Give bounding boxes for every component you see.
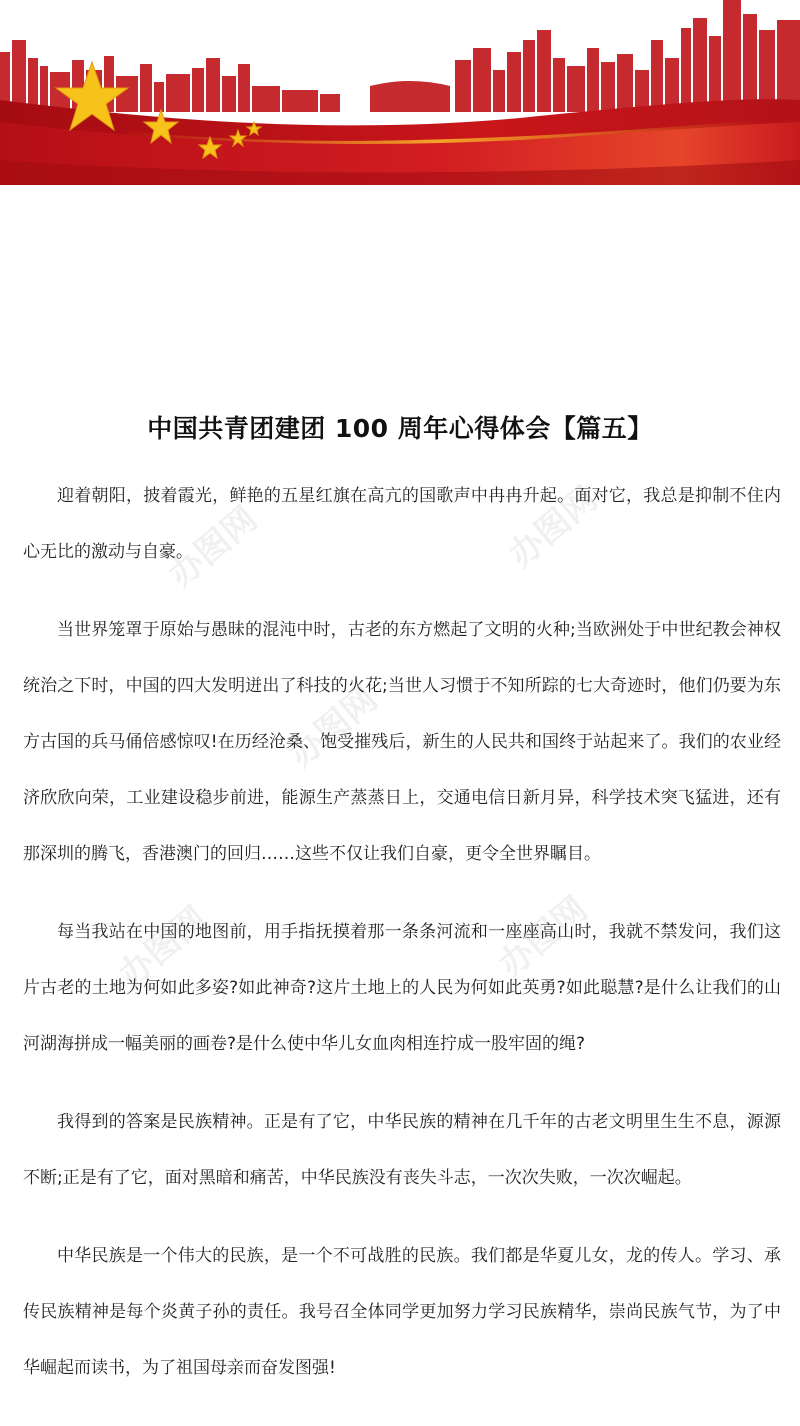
watermark: 办图网	[491, 889, 596, 986]
article-body	[23, 468, 781, 1418]
header-banner	[0, 0, 800, 185]
watermark: 办图网	[161, 499, 266, 596]
watermark: 办图网	[111, 899, 216, 996]
watermark: 办图网	[281, 679, 386, 776]
paragraph: 当世界笼罩于原始与愚昧的混沌中时，古老的东方燃起了文明的火种;当欧洲处于中世纪教会神权统治之下时，中国的四大发明迸出了科技的火花;当世人习惯于不知所踪的七大奇迹时，他们仍要为东方古国的兵马俑倍感惊叹!在历经沧桑、饱受摧残后，新生的人民共和国终于站起来了。我们的农业经济欣欣向荣，工业建设稳步前进，能源生产蒸蒸日上，交通电信日新月异，科学技术突飞猛进，还有那深圳的腾飞，香港澳门的回归……这些不仅让我们自豪，更令全世界瞩目。	[23, 620, 781, 864]
paragraph: 每当我站在中国的地图前，用手指抚摸着那一条条河流和一座座高山时，我就不禁发问，我们这片古老的土地为何如此多姿?如此神奇?这片土地上的人民为何如此英勇?如此聪慧?是什么让我们的山河湖海拼成一幅美丽的画卷?是什么使中华儿女血肉相连拧成一股牢固的绳?	[23, 922, 781, 1054]
watermark: 办图网	[501, 479, 606, 576]
paragraph: 中华民族是一个伟大的民族，是一个不可战胜的民族。我们都是华夏儿女，龙的传人。学习、承传民族精神是每个炎黄子孙的责任。我号召全体同学更加努力学习民族精华，崇尚民族气节，为了中华崛起而读书，为了祖国母亲而奋发图强!	[23, 1246, 781, 1378]
paragraph: 迎着朝阳，披着霞光，鲜艳的五星红旗在高亢的国歌声中冉冉升起。面对它，我总是抑制不住内心无比的激动与自豪。	[23, 486, 781, 562]
paragraph: 我得到的答案是民族精神。正是有了它，中华民族的精神在几千年的古老文明里生生不息，源源不断;正是有了它，面对黑暗和痛苦，中华民族没有丧失斗志，一次次失败，一次次崛起。	[23, 1112, 781, 1188]
banner-illustration	[0, 0, 800, 185]
document-title: 中国共青团建团 100 周年心得体会【篇五】	[147, 413, 653, 443]
city-skyline	[0, 0, 800, 112]
